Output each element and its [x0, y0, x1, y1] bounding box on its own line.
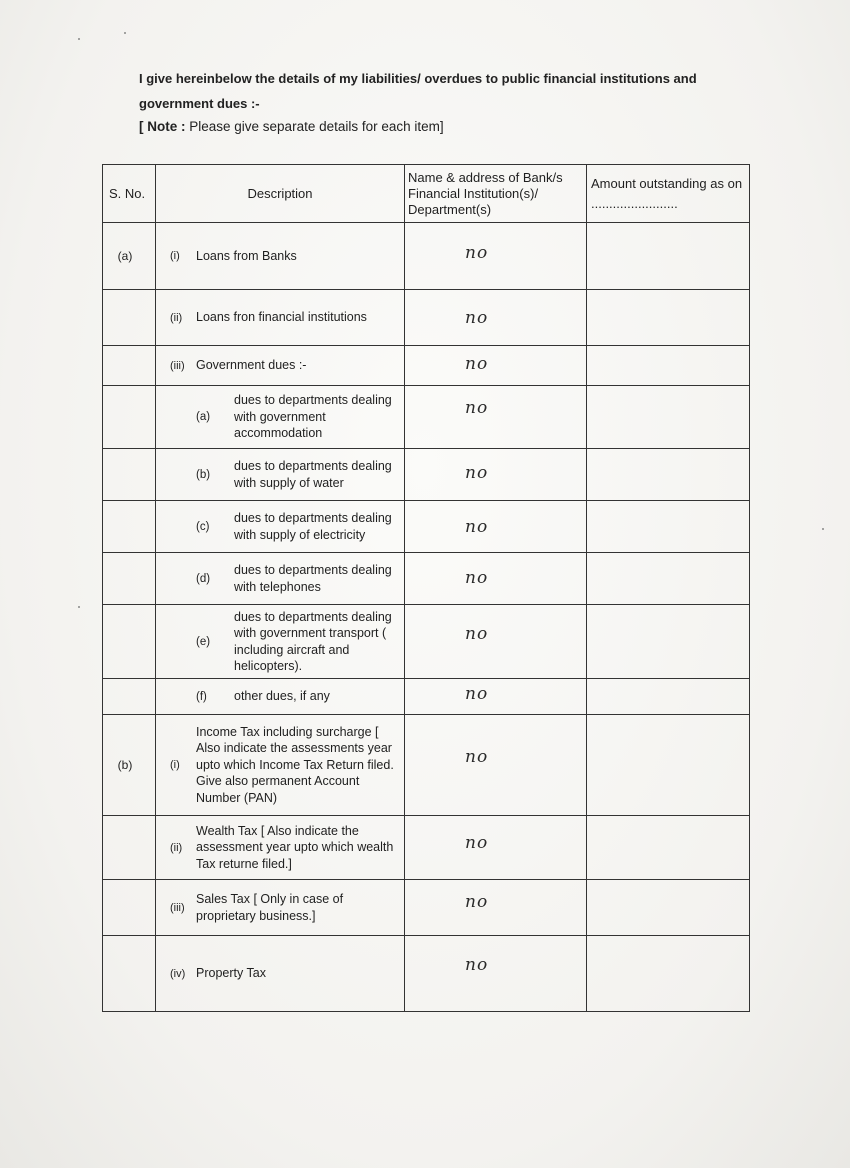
item-text: Government dues :-: [196, 358, 307, 373]
item-text: dues to departments dealing with supply of electricity: [234, 511, 392, 542]
item-text: Income Tax including surcharge [ Also indicate the assessments year upto which Income Tax Return filed. Give also permanent Account Number (PAN): [196, 724, 394, 805]
row-name-address: [405, 816, 587, 880]
liabilities-table: [102, 164, 750, 1012]
handwritten-entry: no: [465, 954, 489, 975]
row-name-address: [405, 679, 587, 715]
item-number: (iii): [170, 359, 185, 372]
header-row: [103, 165, 750, 223]
handwritten-entry: no: [465, 567, 489, 588]
row-name-address: [405, 605, 587, 679]
row-sno: [103, 816, 156, 880]
row-name-address: [405, 936, 587, 1012]
row-sno: [103, 880, 156, 936]
item-number: (a): [196, 411, 211, 423]
row-sno: (b): [103, 715, 156, 816]
header-sno: S. No.: [103, 165, 156, 223]
row-description: [156, 936, 405, 1012]
row-amount: [587, 605, 750, 679]
table-row: [103, 290, 750, 346]
item-number: (i): [170, 759, 180, 771]
row-description: [156, 386, 405, 449]
item-text: Loans fron financial institutions: [196, 310, 367, 325]
table-body: [103, 223, 750, 1012]
table-row: [103, 346, 750, 386]
table-row: [103, 553, 750, 605]
row-name-address: [405, 880, 587, 936]
item-number: (ii): [170, 311, 183, 324]
table-row: [103, 679, 750, 715]
header-description: Description: [156, 165, 405, 223]
item-text: Wealth Tax [ Also indicate the assessment year upto which wealth Tax returne filed.]: [196, 823, 394, 871]
note-label: [ Note :: [139, 119, 186, 134]
item-text: dues to departments dealing with telephones: [234, 563, 392, 594]
item-number: (b): [196, 468, 211, 481]
row-sno: [103, 679, 156, 715]
row-name-address: [405, 715, 587, 816]
row-name-address: [405, 223, 587, 290]
table-row: [103, 501, 750, 553]
row-amount: [587, 936, 750, 1012]
row-description: [156, 223, 405, 290]
handwritten-entry: no: [465, 307, 489, 328]
row-description: [156, 449, 405, 501]
table-row: [103, 605, 750, 679]
row-description: [156, 553, 405, 605]
table-row: [103, 880, 750, 936]
item-number: (f): [196, 690, 207, 703]
handwritten-entry: no: [465, 891, 489, 912]
item-number: (ii): [170, 841, 183, 854]
intro-line-1: I give hereinbelow the details of my liabilities/ overdues to public financial institutions and: [139, 71, 697, 86]
row-name-address: [405, 553, 587, 605]
table-row: [103, 816, 750, 880]
note-text: Please give separate details for each item]: [185, 119, 444, 134]
row-description: [156, 605, 405, 679]
item-text: dues to departments dealing with government accommodation: [234, 393, 392, 441]
item-number: (i): [170, 250, 180, 262]
handwritten-entry: no: [465, 747, 489, 767]
row-sno: [103, 936, 156, 1012]
row-sno: [103, 605, 156, 679]
header-name-address: Name & address of Bank/s Financial Institution(s)/ Department(s): [405, 165, 587, 223]
table-row: [103, 449, 750, 501]
item-number: (c): [196, 520, 210, 533]
item-text: Property Tax: [196, 966, 266, 981]
row-name-address: [405, 290, 587, 346]
item-text: dues to departments dealing with government transport ( including aircraft and helicopters).: [234, 609, 392, 673]
row-sno: [103, 553, 156, 605]
row-description: [156, 501, 405, 553]
row-sno: [103, 290, 156, 346]
note-line: [139, 119, 444, 134]
row-description: [156, 715, 405, 816]
row-amount: [587, 715, 750, 816]
row-amount: [587, 553, 750, 605]
row-description: [156, 290, 405, 346]
row-sno: [103, 449, 156, 501]
item-text: other dues, if any: [234, 689, 330, 704]
row-description: [156, 679, 405, 715]
table-row: [103, 223, 750, 290]
handwritten-entry: no: [465, 398, 489, 418]
row-sno: [103, 346, 156, 386]
header-amount: Amount outstanding as on ........................: [587, 165, 750, 223]
handwritten-entry: no: [465, 516, 489, 537]
handwritten-entry: no: [465, 462, 489, 483]
handwritten-entry: no: [465, 683, 489, 704]
handwritten-entry: no: [465, 832, 489, 853]
row-sno: [103, 501, 156, 553]
table-row: [103, 386, 750, 449]
item-number: (e): [196, 635, 211, 648]
row-amount: [587, 223, 750, 290]
row-amount: [587, 386, 750, 449]
row-description: [156, 880, 405, 936]
row-amount: [587, 679, 750, 715]
handwritten-entry: no: [465, 243, 489, 263]
row-name-address: [405, 386, 587, 449]
handwritten-entry: no: [465, 353, 489, 374]
row-amount: [587, 449, 750, 501]
item-number: (d): [196, 572, 211, 585]
row-amount: [587, 501, 750, 553]
item-text: Sales Tax [ Only in case of proprietary business.]: [196, 892, 344, 923]
row-amount: [587, 880, 750, 936]
row-sno: [103, 386, 156, 449]
row-amount: [587, 816, 750, 880]
intro-statement: [139, 66, 779, 116]
table-row: [103, 936, 750, 1012]
row-description: [156, 816, 405, 880]
handwritten-entry: no: [465, 623, 489, 644]
row-description: [156, 346, 405, 386]
row-name-address: [405, 346, 587, 386]
row-amount: [587, 346, 750, 386]
item-number: (iv): [170, 967, 186, 980]
row-sno: (a): [103, 223, 156, 290]
item-text: dues to departments dealing with supply of water: [234, 459, 392, 490]
item-number: (iii): [170, 901, 185, 914]
intro-line-2: government dues :-: [139, 96, 260, 111]
row-name-address: [405, 501, 587, 553]
row-amount: [587, 290, 750, 346]
table-row: [103, 715, 750, 816]
row-name-address: [405, 449, 587, 501]
item-text: Loans from Banks: [196, 248, 297, 263]
